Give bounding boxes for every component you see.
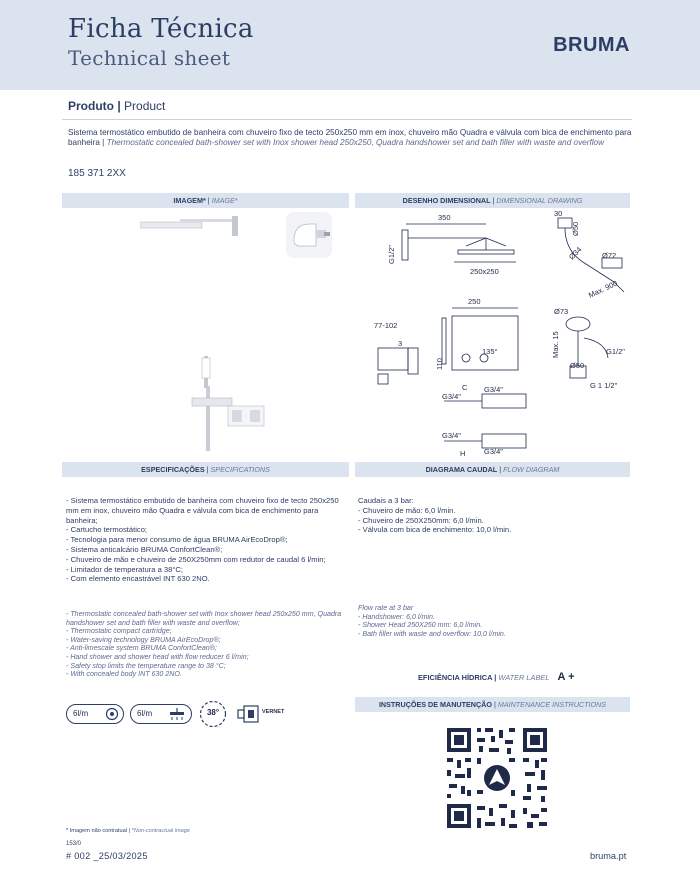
section-spec-pt: ESPECIFICAÇÕES — [141, 465, 205, 474]
section-drawing-en: DIMENSIONAL DRAWING — [496, 196, 583, 205]
dim-30: 30 — [554, 209, 563, 218]
spec-line: - Sistema termostático embutido de banheira com chuveiro fixo de tecto 250x250 mm em inox, chuveiro mão Quadra e válvula com bica de enchimento para banheira; — [66, 496, 341, 525]
dim-g34-b: G3/4" — [484, 385, 503, 394]
water-efficiency: EFICIÊNCIA HÍDRICA | WATER LABEL A + — [418, 671, 575, 683]
section-bar-flow: DIAGRAMA CAUDAL | FLOW DIAGRAM — [355, 462, 630, 477]
product-heading: Produto | Product — [68, 99, 166, 113]
dim-max900: Max. 900 — [587, 278, 619, 300]
flow-line-en: - Bath filler with waste and overflow: 10,0 l/min. — [358, 629, 506, 638]
efficiency-label-pt: EFICIÊNCIA HÍDRICA — [418, 673, 493, 682]
flow-line-en: - Handshower: 6,0 l/min. — [358, 612, 435, 621]
flow-line-en: Flow rate at 3 bar — [358, 604, 414, 612]
dim-g34-a: G3/4" — [442, 392, 461, 401]
shower-head-flow-badge — [130, 704, 192, 724]
shower-head-image — [140, 216, 240, 236]
dim-h: H — [460, 449, 466, 458]
spec-line-en: - Thermostatic concealed bath-shower set with Inox shower head 250x250 mm, Quadra handshower set and bath filler with waste and overflow; — [66, 610, 344, 627]
product-description-en: Thermostatic concealed bath-shower set with Inox shower head 250x250, Quadra handshower set and bath filler with waste and overflow — [106, 138, 605, 147]
flow-line: Caudais a 3 bar: — [358, 496, 414, 505]
shower-head-icon — [167, 707, 187, 721]
dim-110: 110 — [435, 358, 444, 370]
dim-77-102: 77-102 — [374, 321, 398, 330]
section-bar-specifications: ESPECIFICAÇÕES | SPECIFICATIONS — [62, 462, 349, 477]
dim-g112: G 1 1/2" — [590, 381, 618, 390]
section-maint-pt: INSTRUÇÕES DE MANUTENÇÃO — [378, 700, 492, 709]
specifications-pt — [66, 496, 348, 584]
thermostatic-valve-image — [188, 356, 268, 451]
dim-c: C — [462, 383, 468, 392]
page-subtitle: Technical sheet — [68, 46, 231, 70]
temperature-limit-text: 38° — [206, 708, 220, 717]
dim-350: 350 — [438, 213, 451, 222]
website-link[interactable]: bruma.pt — [590, 851, 627, 861]
product-heading-en: Product — [124, 99, 166, 113]
spec-line-en: - Safety stop limits the temperature range to 38 °C; — [66, 661, 226, 670]
efficiency-label-en: WATER LABEL — [498, 673, 550, 682]
spec-line-en: - Hand shower and shower head with flow reducer 6 l/min; — [66, 652, 249, 661]
efficiency-grade: A + — [557, 671, 575, 683]
dim-max15: Max. 15 — [551, 331, 560, 358]
product-description-pt: Sistema termostático embutido de banheira com chuveiro fixo de tecto 250x250 mm em inox, chuveiro mão Quadra e válvula com bica de enchimento para banheira | — [68, 128, 632, 147]
product-description — [68, 128, 636, 148]
dim-250x250: 250x250 — [470, 267, 499, 276]
spec-line: - Com elemento encastrável INT 630 2NO. — [66, 574, 210, 584]
flow-line: - Válvula com bica de enchimento: 10,0 l/min. — [358, 525, 512, 535]
section-image-en: IMAGE* — [211, 196, 238, 205]
specifications-en — [66, 610, 348, 679]
dim-phi50b: Ø50 — [570, 361, 585, 370]
section-bar-image: IMAGEM* | IMAGE* — [62, 193, 349, 208]
vernet-cartridge-icon — [236, 704, 260, 724]
spec-line: - Limitador de temperatura a 38°C; — [66, 564, 183, 574]
handshower-flow-text: 6l/m — [73, 709, 89, 718]
dim-g12-vertical: G1/2" — [387, 245, 396, 264]
document-revision-date: # 002 _25/03/2025 — [66, 851, 148, 861]
dim-phi73: Ø73 — [554, 307, 569, 316]
section-drawing-pt: DESENHO DIMENSIONAL — [402, 196, 491, 205]
header-band — [0, 0, 700, 90]
qr-code[interactable] — [443, 724, 551, 832]
flow-line: - Chuveiro de mão: 6,0 l/min. — [358, 505, 456, 515]
dim-250: 250 — [468, 297, 481, 306]
brand-logo: BRUMA — [553, 34, 630, 56]
product-heading-pt: Produto — [68, 99, 114, 113]
spec-line-en: - Water-saving technology BRUMA AirEcoDrop®; — [66, 635, 221, 644]
product-code: 185 371 2XX — [68, 168, 126, 179]
dim-phi50: Ø50 — [571, 221, 580, 236]
page-title: Ficha Técnica — [68, 14, 254, 44]
dim-3: 3 — [398, 339, 403, 348]
flow-line: - Chuveiro de 250X250mm: 6,0 l/min. — [358, 515, 484, 525]
image-disclaimer: * Imagem não contratual | *Non-contractual image — [66, 828, 190, 834]
handshower-icon — [105, 707, 119, 721]
flow-line-en: - Shower Head 250X250 mm: 6,0 l/min. — [358, 621, 483, 630]
dim-g12-horizontal: G1/2" — [606, 347, 625, 356]
vernet-label: VERNET — [262, 709, 285, 715]
shower-head-flow-text: 6l/m — [137, 709, 153, 718]
spec-line: - Sistema anticalcário BRUMA ConfortClean®; — [66, 544, 223, 554]
section-bar-drawing: DESENHO DIMENSIONAL | DIMENSIONAL DRAWING — [355, 193, 630, 208]
document-code: 153/0 — [66, 841, 82, 847]
dim-phi34: Ø34 — [567, 245, 584, 262]
dim-g34-d: G3/4" — [484, 447, 503, 456]
dim-phi72: Ø72 — [602, 251, 617, 260]
disclaimer-pt: * Imagem não contratual — [66, 828, 127, 834]
flow-rates-pt — [358, 496, 630, 535]
spec-line-en: - With concealed body INT 630 2NO. — [66, 670, 182, 679]
dimensional-drawing — [358, 208, 630, 458]
spec-line: - Tecnologia para menor consumo de água BRUMA AirEcoDrop®; — [66, 535, 288, 545]
dim-135: 135° — [482, 347, 498, 356]
section-bar-maintenance: INSTRUÇÕES DE MANUTENÇÃO | MAINTENANCE INSTRUCTIONS — [355, 697, 630, 712]
feature-icons — [66, 700, 356, 728]
section-maint-en: MAINTENANCE INSTRUCTIONS — [497, 700, 607, 709]
handshower-flow-badge — [66, 704, 124, 724]
spec-line-en: - Thermostatic compact cartridge; — [66, 627, 172, 636]
section-image-pt: IMAGEM* — [173, 196, 206, 205]
section-flow-pt: DIAGRAMA CAUDAL — [425, 465, 498, 474]
disclaimer-en: *Non-contractual image — [131, 828, 190, 834]
handshower-image — [286, 212, 332, 258]
spec-line: - Cartucho termostático; — [66, 525, 148, 535]
divider — [62, 119, 632, 120]
spec-line-en: - Anti-limescale system BRUMA ConfortClean®; — [66, 644, 217, 653]
dim-g34-c: G3/4" — [442, 431, 461, 440]
spec-line: - Chuveiro de mão e chuveiro de 250X250mm com redutor de caudal 6 l/min; — [66, 554, 326, 564]
flow-rates-en — [358, 604, 630, 638]
section-flow-en: FLOW DIAGRAM — [503, 465, 560, 474]
section-spec-en: SPECIFICATIONS — [210, 465, 270, 474]
